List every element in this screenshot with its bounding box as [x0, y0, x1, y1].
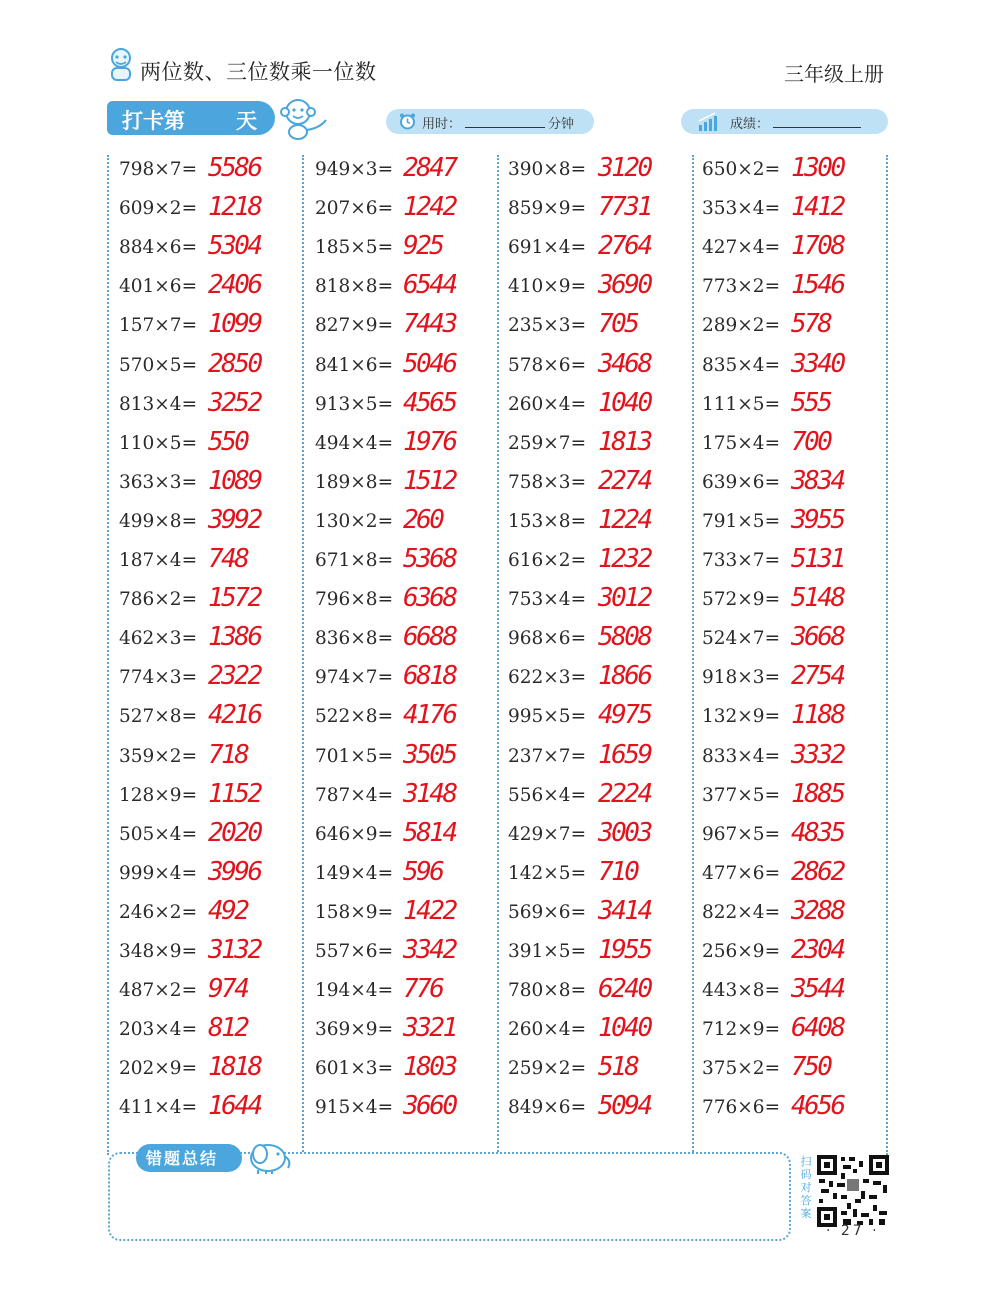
- problem-expression: 995×5=: [508, 706, 587, 728]
- handwritten-answer: 4216: [208, 700, 261, 731]
- mistake-summary-label: 错题总结: [146, 1149, 219, 1168]
- handwritten-answer: 1866: [598, 661, 651, 692]
- time-unit-label: 分钟: [548, 117, 575, 132]
- problem-expression: 974×7=: [315, 667, 394, 689]
- handwritten-answer: 1386: [208, 622, 261, 653]
- handwritten-answer: 3955: [791, 504, 844, 535]
- problem-expression: 616×2=: [508, 550, 587, 571]
- column-divider: [107, 155, 109, 1155]
- problem-expression: 237×7=: [508, 745, 587, 767]
- handwritten-answer: 2847: [403, 153, 456, 183]
- handwritten-answer: 1803: [403, 1052, 456, 1083]
- problem-expression: 427×4=: [702, 237, 781, 259]
- problem-expression: 646×9=: [315, 823, 394, 845]
- problem-expression: 776×6=: [702, 1097, 781, 1119]
- handwritten-answer: 925: [403, 231, 443, 262]
- problem-expression: 639×6=: [702, 471, 781, 493]
- problem-expression: 798×7=: [119, 159, 198, 180]
- handwritten-answer: 2754: [791, 661, 844, 692]
- handwritten-answer: 3834: [791, 465, 844, 496]
- problem-expression: 202×9=: [119, 1058, 198, 1080]
- problem-expression: 849×6=: [508, 1097, 587, 1119]
- column-divider: [692, 155, 694, 1155]
- problem-expression: 505×4=: [119, 823, 198, 845]
- handwritten-answer: 1885: [791, 778, 844, 809]
- problem-expression: 833×4=: [702, 745, 781, 767]
- problem-expression: 110×5=: [119, 432, 198, 454]
- handwritten-answer: 7443: [403, 309, 456, 340]
- handwritten-answer: 1813: [598, 426, 651, 457]
- problem-expression: 187×4=: [119, 550, 198, 571]
- mascot-logo-icon: [106, 46, 136, 82]
- handwritten-answer: 5304: [208, 231, 261, 262]
- problem-expression: 377×5=: [702, 784, 781, 806]
- problem-expression: 556×4=: [508, 784, 587, 806]
- handwritten-answer: 2020: [208, 817, 261, 848]
- handwritten-answer: 1040: [598, 1013, 651, 1044]
- handwritten-answer: 1040: [598, 387, 651, 418]
- handwritten-answer: 3668: [791, 622, 844, 653]
- problem-expression: 836×8=: [315, 628, 394, 650]
- problem-expression: 462×3=: [119, 628, 198, 650]
- problem-expression: 369×9=: [315, 1019, 394, 1041]
- handwritten-answer: 518: [598, 1052, 638, 1083]
- handwritten-answer: 1955: [598, 935, 651, 965]
- problem-expression: 246×2=: [119, 901, 198, 923]
- problem-expression: 175×4=: [702, 432, 781, 454]
- handwritten-answer: 5094: [598, 1091, 651, 1122]
- score-chart-icon: [697, 111, 719, 132]
- handwritten-answer: 1242: [403, 192, 456, 223]
- problem-expression: 884×6=: [119, 237, 198, 259]
- handwritten-answer: 1659: [598, 739, 651, 770]
- handwritten-answer: 6240: [598, 974, 651, 1005]
- handwritten-answer: 718: [208, 739, 248, 770]
- problem-expression: 259×2=: [508, 1058, 587, 1080]
- problem-expression: 185×5=: [315, 237, 394, 259]
- handwritten-answer: 1422: [403, 895, 456, 926]
- handwritten-answer: 4975: [598, 700, 651, 731]
- problem-expression: 827×9=: [315, 315, 394, 337]
- handwritten-answer: 2224: [598, 778, 651, 809]
- handwritten-answer: 5148: [791, 583, 844, 614]
- problem-expression: 578×6=: [508, 354, 587, 376]
- handwritten-answer: 3544: [791, 974, 844, 1005]
- handwritten-answer: 7731: [598, 192, 651, 223]
- handwritten-answer: 750: [791, 1052, 831, 1083]
- problem-expression: 189×8=: [315, 471, 394, 493]
- problem-expression: 363×3=: [119, 471, 198, 493]
- handwritten-answer: 2850: [208, 348, 261, 379]
- qr-code-icon[interactable]: [817, 1155, 889, 1227]
- problem-expression: 557×6=: [315, 941, 394, 962]
- problem-expression: 786×2=: [119, 589, 198, 611]
- problem-expression: 572×9=: [702, 589, 781, 611]
- handwritten-answer: 2322: [208, 661, 261, 692]
- page-topic-title: 两位数、三位数乘一位数: [140, 60, 377, 84]
- problem-expression: 522×8=: [315, 706, 394, 728]
- problem-expression: 132×9=: [702, 706, 781, 728]
- handwritten-answer: 2764: [598, 231, 651, 262]
- handwritten-answer: 4565: [403, 387, 456, 418]
- handwritten-answer: 3132: [208, 935, 261, 965]
- handwritten-answer: 2274: [598, 465, 651, 496]
- handwritten-answer: 700: [791, 426, 831, 457]
- handwritten-answer: 3992: [208, 504, 261, 535]
- problem-expression: 701×5=: [315, 745, 394, 767]
- handwritten-answer: 1708: [791, 231, 844, 262]
- problem-expression: 968×6=: [508, 628, 587, 650]
- handwritten-answer: 492: [208, 895, 248, 926]
- problem-expression: 499×8=: [119, 510, 198, 532]
- handwritten-answer: 3468: [598, 348, 651, 379]
- problem-expression: 999×4=: [119, 862, 198, 884]
- handwritten-answer: 705: [598, 309, 638, 340]
- problem-expression: 791×5=: [702, 510, 781, 532]
- handwritten-answer: 1412: [791, 192, 844, 223]
- problem-expression: 158×9=: [315, 901, 394, 923]
- handwritten-answer: 3252: [208, 387, 261, 418]
- handwritten-answer: 2862: [791, 856, 844, 887]
- problem-expression: 841×6=: [315, 354, 394, 376]
- handwritten-answer: 5814: [403, 817, 456, 848]
- time-label: 用时：: [422, 117, 462, 132]
- handwritten-answer: 550: [208, 426, 248, 457]
- handwritten-answer: 4835: [791, 817, 844, 848]
- grade-label: 三年级上册: [784, 62, 884, 86]
- problem-expression: 149×4=: [315, 862, 394, 884]
- problem-expression: 835×4=: [702, 354, 781, 376]
- problem-expression: 260×4=: [508, 393, 587, 415]
- problem-expression: 259×7=: [508, 432, 587, 454]
- alarm-clock-icon: [398, 112, 417, 131]
- problem-expression: 410×9=: [508, 276, 587, 298]
- handwritten-answer: 1218: [208, 192, 261, 223]
- problem-expression: 401×6=: [119, 276, 198, 298]
- problem-expression: 822×4=: [702, 901, 781, 923]
- problem-expression: 913×5=: [315, 393, 394, 415]
- problem-expression: 142×5=: [508, 862, 587, 884]
- handwritten-answer: 1089: [208, 465, 261, 496]
- handwritten-answer: 1232: [598, 544, 651, 574]
- problem-expression: 359×2=: [119, 745, 198, 767]
- problem-expression: 390×8=: [508, 159, 587, 180]
- problem-expression: 391×5=: [508, 941, 587, 962]
- problem-expression: 949×3=: [315, 159, 394, 180]
- handwritten-answer: 1152: [208, 778, 261, 809]
- problem-expression: 111×5=: [702, 393, 781, 415]
- handwritten-answer: 5131: [791, 544, 844, 574]
- problem-expression: 733×7=: [702, 550, 781, 571]
- time-input-line[interactable]: [465, 127, 545, 128]
- handwritten-answer: 3660: [403, 1091, 456, 1122]
- handwritten-answer: 3120: [598, 153, 651, 183]
- problem-expression: 601×3=: [315, 1058, 394, 1080]
- handwritten-answer: 3342: [403, 935, 456, 965]
- problem-expression: 753×4=: [508, 589, 587, 611]
- handwritten-answer: 3148: [403, 778, 456, 809]
- problem-expression: 260×4=: [508, 1019, 587, 1041]
- checkin-label: 打卡第: [122, 109, 185, 133]
- problem-expression: 671×8=: [315, 550, 394, 571]
- problem-expression: 609×2=: [119, 198, 198, 220]
- column-divider: [302, 155, 304, 1155]
- problem-expression: 758×3=: [508, 471, 587, 493]
- problem-expression: 207×6=: [315, 198, 394, 220]
- handwritten-answer: 748: [208, 544, 248, 574]
- score-input-line[interactable]: [773, 127, 861, 128]
- problem-expression: 289×2=: [702, 315, 781, 337]
- elephant-icon: [240, 1136, 294, 1176]
- handwritten-answer: 596: [403, 856, 443, 887]
- handwritten-answer: 6818: [403, 661, 456, 692]
- handwritten-answer: 1546: [791, 270, 844, 301]
- column-divider: [497, 155, 499, 1155]
- handwritten-answer: 1572: [208, 583, 261, 614]
- problem-expression: 130×2=: [315, 510, 394, 532]
- problem-expression: 494×4=: [315, 432, 394, 454]
- handwritten-answer: 578: [791, 309, 831, 340]
- handwritten-answer: 2406: [208, 270, 261, 301]
- problem-expression: 375×2=: [702, 1058, 781, 1080]
- problem-expression: 487×2=: [119, 980, 198, 1002]
- handwritten-answer: 6688: [403, 622, 456, 653]
- handwritten-answer: 3505: [403, 739, 456, 770]
- handwritten-answer: 3690: [598, 270, 651, 301]
- handwritten-answer: 1976: [403, 426, 456, 457]
- handwritten-answer: 4656: [791, 1091, 844, 1122]
- handwritten-answer: 3414: [598, 895, 651, 926]
- problem-expression: 570×5=: [119, 354, 198, 376]
- problem-expression: 235×3=: [508, 315, 587, 337]
- handwritten-answer: 3321: [403, 1013, 456, 1044]
- handwritten-answer: 1188: [791, 700, 844, 731]
- handwritten-answer: 5586: [208, 153, 261, 183]
- problem-expression: 915×4=: [315, 1097, 394, 1119]
- checkin-day-label: 天: [236, 109, 257, 133]
- problem-expression: 157×7=: [119, 315, 198, 337]
- problem-expression: 411×4=: [119, 1097, 198, 1119]
- problem-expression: 353×4=: [702, 198, 781, 220]
- problem-expression: 477×6=: [702, 862, 781, 884]
- problem-expression: 203×4=: [119, 1019, 198, 1041]
- handwritten-answer: 2304: [791, 935, 844, 965]
- handwritten-answer: 1300: [791, 153, 844, 183]
- handwritten-answer: 6408: [791, 1013, 844, 1044]
- problem-expression: 256×9=: [702, 941, 781, 962]
- handwritten-answer: 1644: [208, 1091, 261, 1122]
- handwritten-answer: 4176: [403, 700, 456, 731]
- problem-expression: 967×5=: [702, 823, 781, 845]
- handwritten-answer: 5808: [598, 622, 651, 653]
- problem-expression: 796×8=: [315, 589, 394, 611]
- handwritten-answer: 3012: [598, 583, 651, 614]
- handwritten-answer: 3332: [791, 739, 844, 770]
- handwritten-answer: 812: [208, 1013, 248, 1044]
- problem-expression: 194×4=: [315, 980, 394, 1002]
- problem-expression: 774×3=: [119, 667, 198, 689]
- handwritten-answer: 6368: [403, 583, 456, 614]
- handwritten-answer: 260: [403, 504, 443, 535]
- handwritten-answer: 555: [791, 387, 831, 418]
- handwritten-answer: 5046: [403, 348, 456, 379]
- problem-expression: 813×4=: [119, 393, 198, 415]
- handwritten-answer: 1099: [208, 309, 261, 340]
- problem-expression: 773×2=: [702, 276, 781, 298]
- page-number: · 27 ·: [826, 1223, 880, 1239]
- handwritten-answer: 1818: [208, 1052, 261, 1083]
- problem-expression: 348×9=: [119, 941, 198, 962]
- handwritten-answer: 1512: [403, 465, 456, 496]
- scan-for-answers-label: 扫码对答案: [800, 1155, 812, 1220]
- handwritten-answer: 3003: [598, 817, 651, 848]
- problem-expression: 524×7=: [702, 628, 781, 650]
- problem-expression: 691×4=: [508, 237, 587, 259]
- handwritten-answer: 776: [403, 974, 443, 1005]
- column-divider: [886, 155, 888, 1155]
- problem-expression: 569×6=: [508, 901, 587, 923]
- problem-expression: 818×8=: [315, 276, 394, 298]
- problem-expression: 443×8=: [702, 980, 781, 1002]
- handwritten-answer: 3996: [208, 856, 261, 887]
- score-label: 成绩：: [730, 117, 770, 132]
- problem-expression: 859×9=: [508, 198, 587, 220]
- problem-expression: 787×4=: [315, 784, 394, 806]
- handwritten-answer: 974: [208, 974, 248, 1005]
- monkey-icon: [276, 96, 330, 140]
- problem-expression: 429×7=: [508, 823, 587, 845]
- problem-expression: 712×9=: [702, 1019, 781, 1041]
- problem-expression: 780×8=: [508, 980, 587, 1002]
- problem-expression: 527×8=: [119, 706, 198, 728]
- problem-expression: 128×9=: [119, 784, 198, 806]
- handwritten-answer: 1224: [598, 504, 651, 535]
- problem-expression: 153×8=: [508, 510, 587, 532]
- handwritten-answer: 3288: [791, 895, 844, 926]
- problem-expression: 622×3=: [508, 667, 587, 689]
- problem-expression: 918×3=: [702, 667, 781, 689]
- problem-expression: 650×2=: [702, 159, 781, 180]
- handwritten-answer: 6544: [403, 270, 456, 301]
- handwritten-answer: 710: [598, 856, 638, 887]
- handwritten-answer: 5368: [403, 544, 456, 574]
- handwritten-answer: 3340: [791, 348, 844, 379]
